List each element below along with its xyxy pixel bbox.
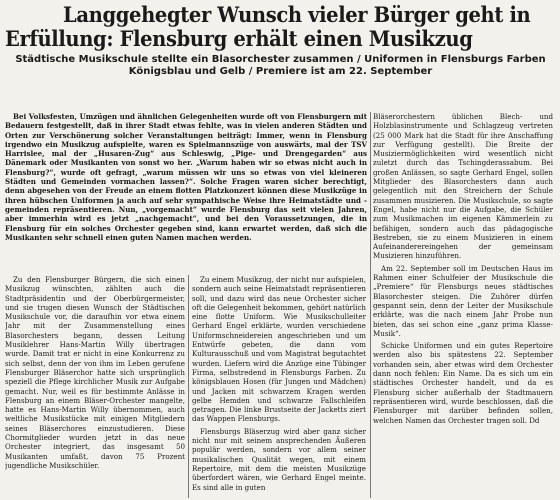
subheadline [5, 54, 556, 78]
column-3 [373, 112, 553, 498]
headline-line-1: Langgehegter Wunsch vieler Bürger geht in [63, 2, 531, 27]
subheadline-line-2: Königsblau und Gelb / Premiere ist am 22. September [128, 66, 433, 77]
paragraph: Am 22. September soll im Deutschen Haus im Rahmen einer Schulfeier der Musikschule die „Premiere“ für Flensburgs neues städtisches Blasorchester steigen. Die Zuhörer dürfen gespannt sein, denn der Leiter der Musikschule erklärte, was die nach einem Jahr Probe nun bieten, das sei schon eine „ganz prima Klasse-Musik“. [373, 263, 553, 338]
paragraph: Bläserorchestern üblichen Blech- und Holzblasinstrumente und Schlagzeug vertreten (25 000 Mark hat die Stadt für ihre Anschaffung zur Verfügung gestellt). Die Breite der Musiziermöglichkeiten wird wesentlich nicht zuletzt durch das Tschingderassabum. Bei großen Anlässen, so sagte Gerhard Engel, sollen Mitglieder des Blasorchesters dann auch gelegentlich mit den Streichern der Schule zusammen musizieren. Die Musikschule, so sagte Engel, habe nicht nur die Aufgabe, die Schüler zum Musikmachen im eigenen Kämmerlein zu befähigen, sondern auch das pädagogische Bestreben, sie zu einem Musizieren in einem Aufeinanderereingehen der gemeinsam Musizieren hinzuführen. [373, 112, 553, 261]
paragraph: Flensburgs Bläserzug wird aber ganz sicher nicht nur mit seinem ansprechenden Äußeren populär werden, sondern vor allem seiner musikalischen Qualität wegen, mit einem Repertoire, mit dem die meisten Musikzüge überfordert wären, wie Gerhard Engel meinte. Es sind alle in guten [192, 426, 366, 492]
subheadline-line-1: Städtische Musikschule stellte ein Blasorchester zusammen / Uniformen in Flensburgs Farben [15, 54, 546, 65]
column-rule [188, 275, 189, 498]
paragraph: Schicke Uniformen und ein gutes Repertoire werden also bis spätestens 22. September vorhanden sein, aber etwas wird dem Orchester dann noch fehlen: Ein Name. Da es sich um ein städtisches Orchester handelt, und da es Flensburg sicher außerhalb der Stadtmauern repräsentieren wird, wurde beschlossen, daß die Flensburger mit darüber befinden sollen, welchen Namen das Orchester tragen soll. Dd [373, 341, 553, 425]
paragraph: Zu einem Musikzug, der nicht nur aufspielen, sondern auch seine Heimatstadt repräsentieren soll, und dazu wird das neue Orchester sicher oft die Gelegenheit bekommen, gehört natürlich eine flotte Uniform. Wie Musikschulleiter Gerhard Engel erklärte, wurden verschiedene Uniformschneidereien angeschrieben und um Entwürfe gebeten, die dann vom Kulturausschuß und vom Magistrat begutachtet wurden. Liefern wird die Anzüge eine Tübinger Firma, selbstredend in Flensburgs Farben. Zu königsblauen Hosen (für Jungen und Mädchen) und Jacken mit schwarzem Kragen werden gelbe Hemden und schwarze Fallschleifen getragen. Die linke Brustseite der Jacketts ziert das Wappen Flensburgs. [192, 275, 366, 424]
column-2 [192, 275, 366, 498]
headline-line-2: Erfüllung: Flensburg erhält einen Musikzug [5, 26, 473, 51]
column-1 [5, 275, 185, 498]
article-body [5, 112, 556, 498]
lead-text: Bei Volksfesten, Umzügen und ähnlichen Gelegenheiten wurde oft von Flensburgern mit Bedauern festgestellt, daß in ihrer Stadt etwas fehlte, was in vielen anderen Städten und Orten zur Verschönerung solcher Veranstaltungen beiträgt: Immer, wenn in Flensburg irgendwo ein Musikzug aufspielte, waren es Spielmannszüge von auswärts, mal der TSV Harrislee, mal der „Husaren-Zug“ aus Schleswig, „Pige- und Drengegarden“ aus Dänemark oder Musikanten von sonst wo her. „Warum haben wir so etwas nicht auch in Flensburg?“, wurde oft gefragt, „warum müssen wir uns so etwas von viel kleineren Städten und Gemeinden vormachen lassen?“. Solche Fragen waren sicher berechtigt, denn abgesehen von der Freude an einem flotten Platzkonzert können diese Musikzüge in ihren hübschen Uniformen ja auch auf sehr sympathische Weise ihre Heimatstädte und -gemeinden repräsentieren. Nun, „vorgemacht“ wurde Flensburg das seit vielen Jahren, aber immerhin wird es jetzt „nachgemacht“, und bei den Voraussetzungen, die in Flensburg für ein solches Orchester gegeben sind, kann erwartet werden, daß sich die Musikanten sehr schnell einen guten Namen machen werden. [5, 112, 367, 242]
paragraph: Zu den Flensburger Bürgern, die sich einen Musikzug wünschten, zählten auch die Stadtpräsidentin und der Oberbürgermeister, und sie trugen diesen Wunsch der Städtischen Musikschule vor, die daraufhin vor etwa einem Jahr mit der Zusammenstellung eines Blasorchesters begann, dessen Leitung Musiklehrer Hans-Martin Willy übertragen wurde. Damit trat er nicht in eine Konkurrenz zu sich selbst, denn der von ihm im Leben gerufene Flensburger Bläserchor hatte sich ursprünglich speziell die Pflege kirchlicher Musik zur Aufgabe gemacht. Nur, weil es für bestimmte Anlässe in Flensburg an einem Bläser-Orchester mangelte, hatte es Hans-Martin Willy übernommen, auch weltliche Musikstücke mit einigen Mitgliedern seines Bläserchores einzustudieren. Diese Chormitglieder wurden jetzt in das neue Orchester integriert, das insgesamt 50 Musikanten umfaßt, davon 75 Prozent jugendliche Musikschüler. [5, 275, 185, 470]
column-rule [370, 112, 371, 498]
